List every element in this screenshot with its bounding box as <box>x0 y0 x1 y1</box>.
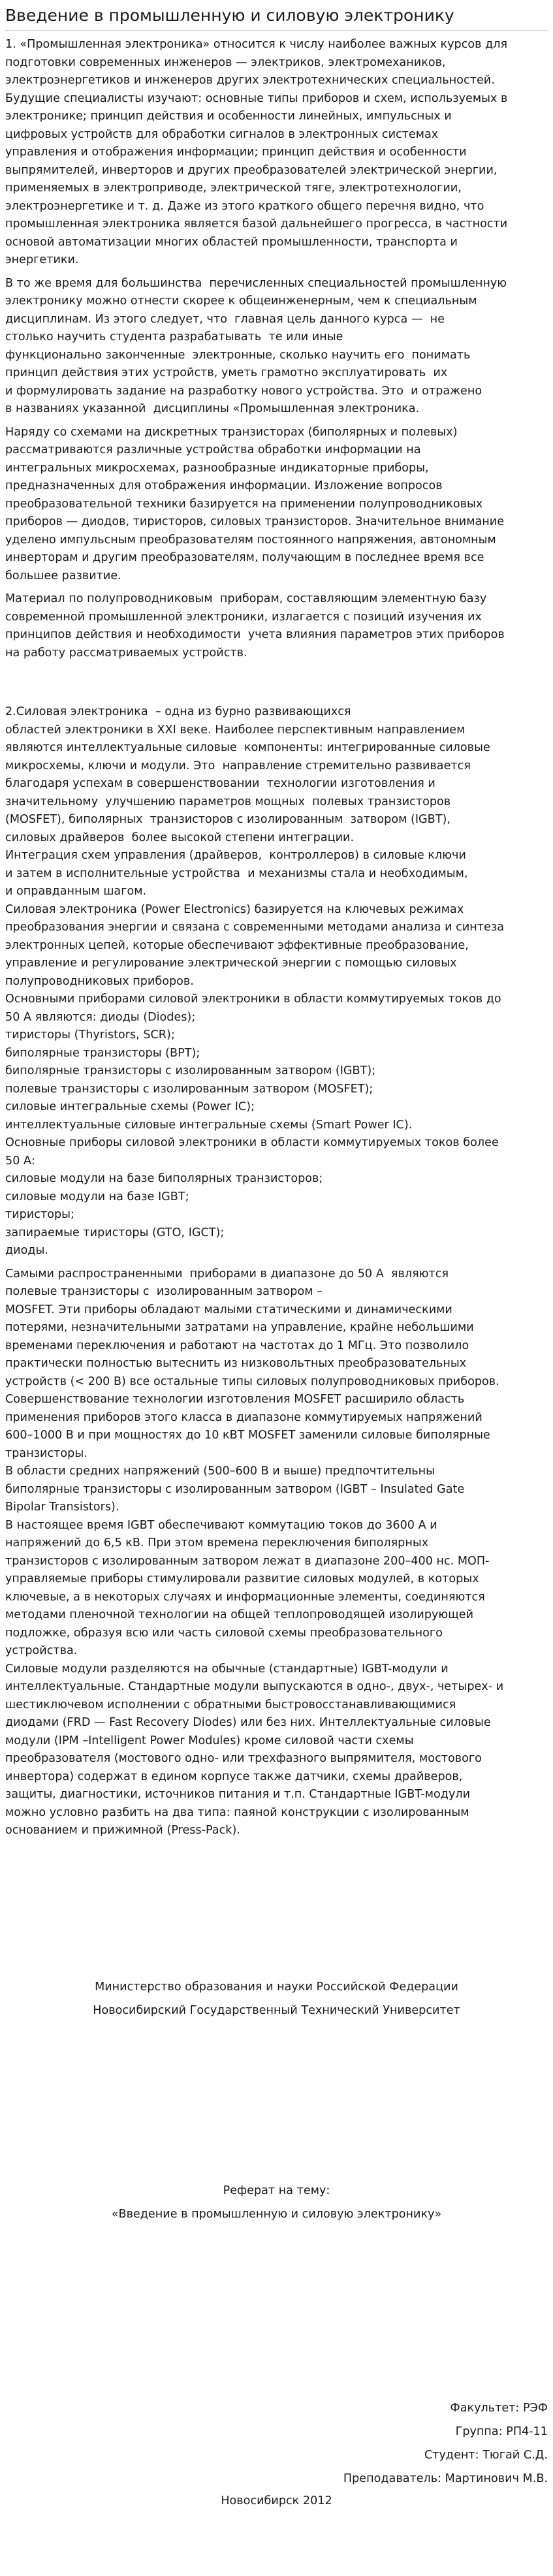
text-line: 50 А являются: диоды (Diodes); <box>5 1010 196 1024</box>
paragraph <box>5 667 548 1260</box>
text-line: и формулировать задание на разработку нового устройства. Это и отражено <box>5 384 482 398</box>
text-line: подложке, образуя всю или часть силовой схемы преобразовательного <box>5 1626 443 1640</box>
text-line: силовые модули на базе IGBT; <box>5 1190 189 1203</box>
text-line: принцип действия этих устройств, уметь грамотно эксплуатировать их <box>5 366 448 379</box>
text-line: энергетики. <box>5 253 79 266</box>
paragraph <box>5 36 548 270</box>
text-line: применяемых в электроприводе, электрической тяге, электротехнологии, <box>5 182 462 195</box>
text-line: промышленная электроника является базой дальнейшего прогресса, в частности <box>5 217 508 231</box>
text-line: временами переключения и работают на частотах до 1 МГц. Это позволило <box>5 1339 469 1352</box>
text-line: современной промышленной электроники, излагается с позиций изучения их <box>5 610 482 624</box>
text-line: диоды. <box>5 1244 49 1257</box>
text-line: и затем в исполнительные устройства и механизмы стала и необходимым, <box>5 867 468 880</box>
text-line: модули (IPM –Intelligent Power Modules) кроме силовой части схемы <box>5 1734 414 1747</box>
text-line: биполярные транзисторы с изолированным затвором (IGBT); <box>5 1064 376 1077</box>
text-line: транзисторы. <box>5 1446 87 1460</box>
text-line: методами пленочной технологии на общей теплопроводящей изолирующей <box>5 1608 474 1621</box>
text-line: предназначенных для отображения информации. Изложение вопросов <box>5 479 443 492</box>
text-line: силовые модули на базе биполярных транзисторов; <box>5 1172 323 1185</box>
text-line: запираемые тиристоры (GTO, IGCT); <box>5 1226 225 1239</box>
faculty-line: Факультет: РЭФ <box>450 2402 548 2415</box>
report-label: Реферат на тему: <box>223 2184 330 2197</box>
page-title: Введение в промышленную и силовую электронику <box>5 5 548 31</box>
group-line: Группа: РП4-11 <box>455 2425 548 2438</box>
credits-block <box>343 2396 548 2490</box>
text-line: диодами (FRD — Fast Recovery Diodes) или без них. Интеллектуальные силовые <box>5 1716 491 1729</box>
text-line: Совершенствование технологии изготовления MOSFET расширило область <box>5 1393 465 1406</box>
text-line: Самыми распространенными приборами в диапазоне до 50 А являются <box>5 1267 449 1280</box>
text-line: MOSFET. Эти приборы обладают малыми статическими и динамическими <box>5 1303 452 1316</box>
text-line: преобразования энергии и связана с современными методами анализа и синтеза <box>5 921 504 934</box>
footer-block <box>0 2489 553 2513</box>
text-line: интеллектуальные. Стандартные модули выпускаются в одно-, двух-, четырех- и <box>5 1680 504 1693</box>
text-line: защиты, диагностики, источников питания и т.п. Стандартные IGBT-модули <box>5 1788 471 1801</box>
text-line: уделено импульсным преобразователям постоянного напряжения, автономным <box>5 533 496 547</box>
text-line: полевые транзисторы с изолированным затвором – <box>5 1285 323 1298</box>
text-line: принципов действия и необходимости учета влияния параметров этих приборов <box>5 628 505 641</box>
university-name: Новосибирский Государственный Технический Университет <box>93 2004 460 2017</box>
text-line: микросхемы, ключи и модули. Это направление стремительно развивается <box>5 759 471 772</box>
city-year: Новосибирск 2012 <box>221 2494 332 2507</box>
text-line: ключевые, а в некоторых случаях и информационные элементы, соединяются <box>5 1590 485 1604</box>
text-line: Силовая электроника (Power Electronics) базируется на ключевых режимах <box>5 902 464 916</box>
text-line: значительному улучшению параметров мощных полевых транзисторов <box>5 795 451 808</box>
text-line: столько научить студента разрабатывать те или иные <box>5 330 343 343</box>
text-line: рассматриваются различные устройства обработки информации на <box>5 443 421 456</box>
text-line: электронике; принцип действия и особенности линейных, импульсных и <box>5 110 452 123</box>
text-line: напряжений до 6,5 кВ. При этом времена переключения биполярных <box>5 1536 429 1550</box>
text-line: интегральных микросхемах, разнообразные индикаторные приборы, <box>5 461 429 475</box>
paragraph <box>5 275 548 419</box>
text-line: электронику можно отнести скорее к общеинженерным, чем к специальным <box>5 294 477 308</box>
text-line: приборов — диодов, тиристоров, силовых транзисторов. Значительное внимание <box>5 515 505 528</box>
text-line: в названиях указанной дисциплины «Промышленная электроника. <box>5 402 420 415</box>
text-line: В настоящее время IGBT обеспечивают коммутацию токов до 3600 А и <box>5 1518 437 1532</box>
text-line: основой автоматизации многих областей промышленности, транспорта и <box>5 235 458 249</box>
text-line: 600–1000 В и при мощностях до 10 кВТ MOSFET заменили силовые биполярные <box>5 1429 490 1442</box>
text-line: 50 А: <box>5 1154 35 1168</box>
text-line: на работу рассматриваемых устройств. <box>5 646 247 660</box>
text-line: электроэнергетике и т. д. Даже из этого краткого общего перечня видно, что <box>5 199 484 213</box>
paragraph <box>5 590 548 662</box>
ministry-name: Министерство образования и науки Российской Федерации <box>95 1980 458 1994</box>
paragraph <box>5 424 548 586</box>
text-line: силовые интегральные схемы (Power IC); <box>5 1100 255 1113</box>
text-line: Основными приборами силовой электроники в области коммутируемых токов до <box>5 993 501 1006</box>
text-line: функционально законченные электронные, сколько научить его понимать <box>5 348 471 362</box>
text-line: можно условно разбить на два типа: паяной конструкции с изолированным <box>5 1805 469 1819</box>
text-line: 1. «Промышленная электроника» относится к числу наиболее важных курсов для <box>5 38 508 51</box>
text-line: тиристоры (Thyristors, SCR); <box>5 1028 175 1042</box>
text-line: Интеграция схем управления (драйверов, контроллеров) в силовые ключи <box>5 849 466 862</box>
text-line: подготовки современных инженеров — электриков, электромехаников, <box>5 56 446 69</box>
text-line: управление и регулирование электрической энергии с помощью силовых <box>5 957 457 970</box>
text-line: дисциплинам. Из этого следует, что главная цель данного курса — не <box>5 312 445 326</box>
document-page <box>5 0 548 1840</box>
text-line: применения приборов этого класса в диапазоне коммутируемых напряжений <box>5 1410 482 1424</box>
paragraph <box>5 1265 548 1840</box>
text-line: Материал по полупроводниковым приборам, составляющим элементную базу <box>5 592 487 605</box>
text-line: шестиключевом исполнении с обратными быстровосстанавливающимися <box>5 1698 456 1711</box>
text-line: силовых драйверов более высокой степени интеграции. <box>5 831 355 844</box>
teacher-line: Преподаватель: Мартинович М.В. <box>343 2472 548 2485</box>
institution-block <box>0 1975 553 2022</box>
text-line: электроэнергетиков и инженеров других электротехнических специальностей. <box>5 74 495 87</box>
text-line: благодаря успехам в совершенствовании технологии изготовления и <box>5 777 435 790</box>
text-line: (MOSFET), биполярных транзисторов с изолированным затвором (IGBT), <box>5 813 450 826</box>
text-line: являются интеллектуальные силовые компоненты: интегрированные силовые <box>5 741 490 754</box>
text-line: инвертора) содержат в едином корпусе также датчики, схемы драйверов, <box>5 1770 463 1783</box>
report-block <box>0 2179 553 2226</box>
text-line: биполярные транзисторы с изолированным затвором (IGBT – Insulated Gate <box>5 1482 465 1496</box>
text-line: полупроводниковых приборов. <box>5 974 194 988</box>
text-line: и оправданным шагом. <box>5 885 147 898</box>
text-line: В области средних напряжений (500–600 В и выше) предпочтительны <box>5 1465 435 1478</box>
text-line: основанием и прижимной (Press-Pack). <box>5 1824 240 1837</box>
text-line: управления и отображения информации; принцип действия и особенности <box>5 146 467 159</box>
text-line: тиристоры; <box>5 1208 74 1221</box>
text-line: Наряду со схемами на дискретных транзисторах (биполярных и полевых) <box>5 425 458 439</box>
text-line: цифровых устройств для обработки сигналов в электронных системах <box>5 127 439 141</box>
text-line: полевые транзисторы с изолированным затвором (MOSFET); <box>5 1082 373 1096</box>
text-line: областей электроники в XXI веке. Наиболее перспективным направлением <box>5 723 466 737</box>
document-body <box>5 36 548 1840</box>
text-line: преобразовательной техники базируется на применении полупроводниковых <box>5 497 483 511</box>
text-line: потерями, незначительными затратами на управление, крайне небольшими <box>5 1321 474 1334</box>
text-line: электронных цепей, которые обеспечивают эффективные преобразование, <box>5 938 469 952</box>
text-line: преобразователя (мостового одно- или трехфазного выпрямителя, мостового <box>5 1752 482 1765</box>
student-line: Студент: Тюгай С.Д. <box>424 2449 548 2462</box>
text-line: биполярные транзисторы (BPT); <box>5 1046 200 1060</box>
text-line: 2.Силовая электроника – одна из бурно развивающихся <box>5 705 351 718</box>
text-line <box>5 686 548 704</box>
text-line: В то же время для большинства перечисленных специальностей промышленную <box>5 276 507 290</box>
text-line: транзисторов с изолированным затвором лежат в диапазоне 200–400 нс. МОП- <box>5 1554 490 1568</box>
text-line: Основные приборы силовой электроники в области коммутируемых токов более <box>5 1136 499 1149</box>
text-line: инверторам и другим преобразователям, получающим в последнее время все <box>5 551 484 564</box>
text-line: управляемые приборы стимулировали развитие силовых модулей, в которых <box>5 1572 479 1585</box>
report-topic: «Введение в промышленную и силовую электронику» <box>111 2208 442 2221</box>
text-line: практически полностью вытеснить из низковольтных преобразовательных <box>5 1357 467 1370</box>
text-line: Bipolar Transistors). <box>5 1501 119 1514</box>
text-line: Силовые модули разделяются на обычные (стандартные) IGBT-модули и <box>5 1662 449 1676</box>
text-line <box>5 667 548 686</box>
text-line: Будущие специалисты изучают: основные типы приборов и схем, используемых в <box>5 91 508 105</box>
text-line: большее развитие. <box>5 569 121 582</box>
text-line: устройства. <box>5 1644 78 1657</box>
text-line: выпрямителей, инверторов и других преобразователей электрической энергии, <box>5 163 498 177</box>
text-line: устройств (< 200 В) все остальные типы силовых полупроводниковых приборов. <box>5 1375 499 1388</box>
text-line: интеллектуальные силовые интегральные схемы (Smart Power IC). <box>5 1118 413 1132</box>
